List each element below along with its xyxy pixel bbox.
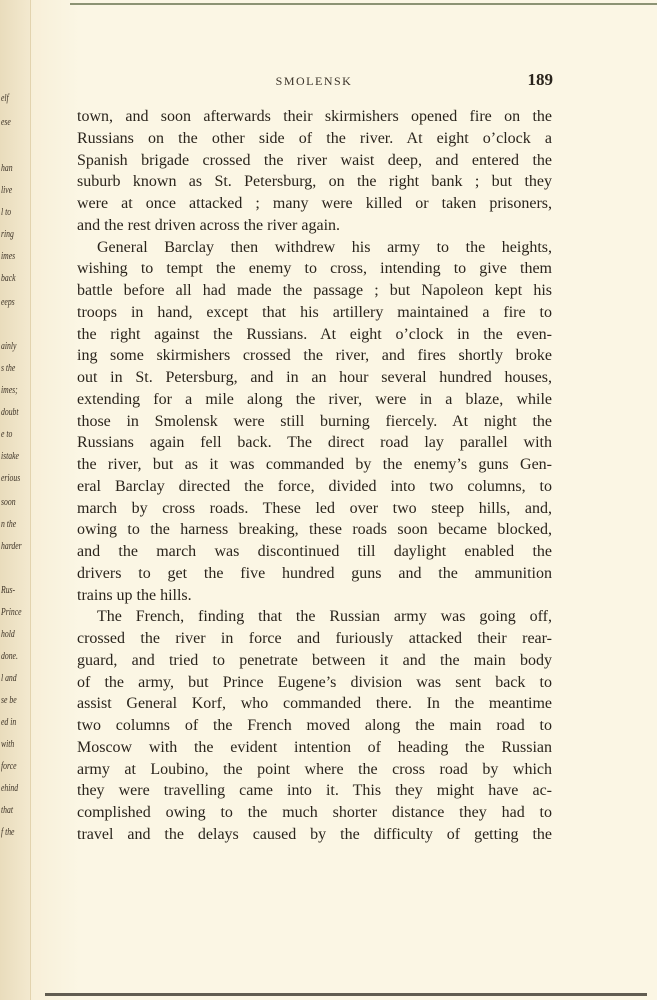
margin-fragment: doubt [1, 406, 19, 418]
body-text [77, 106, 552, 846]
margin-fragment: erious [1, 472, 21, 484]
margin-fragment: live [1, 184, 13, 196]
text-line: owing to the harness breaking, these roads soon became blocked, [77, 521, 552, 539]
margin-fragment: elf [1, 92, 9, 104]
margin-fragment: istake [1, 450, 19, 462]
facing-page-margin [0, 0, 31, 1000]
margin-fragment: back [1, 272, 16, 284]
text-line: Spanish brigade crossed the river waist deep, and entered the [77, 151, 552, 169]
running-title: SMOLENSK [275, 74, 353, 88]
text-line: and the rest driven across the river again. [77, 216, 341, 234]
margin-fragment: han [1, 162, 13, 174]
text-line: eral Barclay directed the force, divided into two columns, to [77, 477, 552, 495]
margin-fragment: imes [1, 250, 16, 262]
margin-fragment: s the [1, 362, 16, 374]
margin-fragment: l and [1, 672, 17, 684]
margin-fragment: hold [1, 628, 15, 640]
text-line: crossed the river in force and furiously attacked their rear- [77, 630, 552, 647]
margin-fragment: force [1, 760, 17, 772]
margin-fragment: ring [1, 228, 14, 240]
margin-fragment: Prince [1, 606, 22, 618]
text-line: Russians again fell back. The direct road lay parallel with [77, 434, 552, 452]
text-line: extending for a mile along the river, were in a blaze, while [77, 390, 552, 408]
text-line: two columns of the French moved along the main road to [77, 717, 552, 734]
text-line: suburb known as St. Petersburg, on the right bank ; but they [77, 173, 552, 191]
text-line: wishing to tempt the enemy to cross, intending to give them [77, 260, 552, 278]
text-line: the right against the Russians. At eight o’clock in the even- [77, 325, 552, 343]
bottom-edge-rule [45, 993, 647, 996]
margin-fragment: se be [1, 694, 17, 706]
text-line: travel and the delays caused by the difficulty of getting the [77, 825, 552, 843]
margin-fragment: ehind [1, 782, 19, 794]
margin-fragment: soon [1, 496, 16, 508]
page-number: 189 [527, 70, 553, 89]
text-line: troops in hand, except that his artillery maintained a fire to [77, 303, 552, 321]
margin-fragment: ed in [1, 716, 17, 728]
margin-fragment: that [1, 804, 13, 816]
text-line: Moscow with the evident intention of heading the Russian [77, 738, 552, 756]
text-line: the river, but as it was commanded by the enemy’s guns Gen- [77, 456, 552, 473]
text-line: ing some skirmishers crossed the river, and fires shortly broke [77, 347, 552, 365]
text-line: town, and soon afterwards their skirmishers opened fire on the [77, 108, 552, 125]
text-line: they were travelling came into it. This they might have ac- [77, 782, 552, 800]
text-line: complished owing to the much shorter distance they had to [77, 804, 552, 821]
text-line: army at Loubino, the point where the cross road by which [77, 760, 552, 778]
margin-fragment: done. [1, 650, 18, 662]
running-header [75, 70, 553, 92]
text-line: march by cross roads. These led over two steep hills, and, [77, 499, 552, 517]
margin-fragment: ainly [1, 340, 17, 352]
margin-fragment: f the [1, 826, 15, 838]
top-edge-rule [70, 3, 657, 5]
text-line: of the army, but Prince Eugene’s division was sent back to [77, 673, 552, 691]
margin-fragment: l to [1, 206, 12, 218]
text-line: Russians on the other side of the river. At eight o’clock a [77, 129, 552, 147]
margin-fragment: with [1, 738, 15, 750]
margin-fragment: n the [1, 518, 17, 530]
text-line: assist General Korf, who commanded there. In the meantime [77, 695, 552, 713]
text-line: and the march was discontinued till daylight enabled the [77, 543, 552, 560]
paragraph-first-line: The French, finding that the Russian army was going off, [97, 608, 552, 626]
margin-fragment: harder [1, 540, 22, 552]
margin-fragment: ese [1, 116, 11, 128]
paragraph-first-line: General Barclay then withdrew his army to the heights, [97, 238, 552, 256]
text-line: drivers to get the five hundred guns and the ammunition [77, 564, 552, 582]
margin-fragment: eeps [1, 296, 15, 308]
text-line: trains up the hills. [77, 586, 192, 604]
text-line: out in St. Petersburg, and in an hour several hundred houses, [77, 369, 552, 386]
text-line: those in Smolensk were still burning fiercely. At night the [77, 412, 552, 430]
margin-fragment: Rus- [1, 584, 16, 596]
text-line: battle before all had made the passage ; but Napoleon kept his [77, 282, 552, 299]
margin-fragment: e to [1, 428, 13, 440]
margin-fragment: imes; [1, 384, 18, 396]
text-line: guard, and tried to penetrate between it and the main body [77, 651, 552, 669]
text-line: were at once attacked ; many were killed or taken prisoners, [77, 195, 552, 212]
